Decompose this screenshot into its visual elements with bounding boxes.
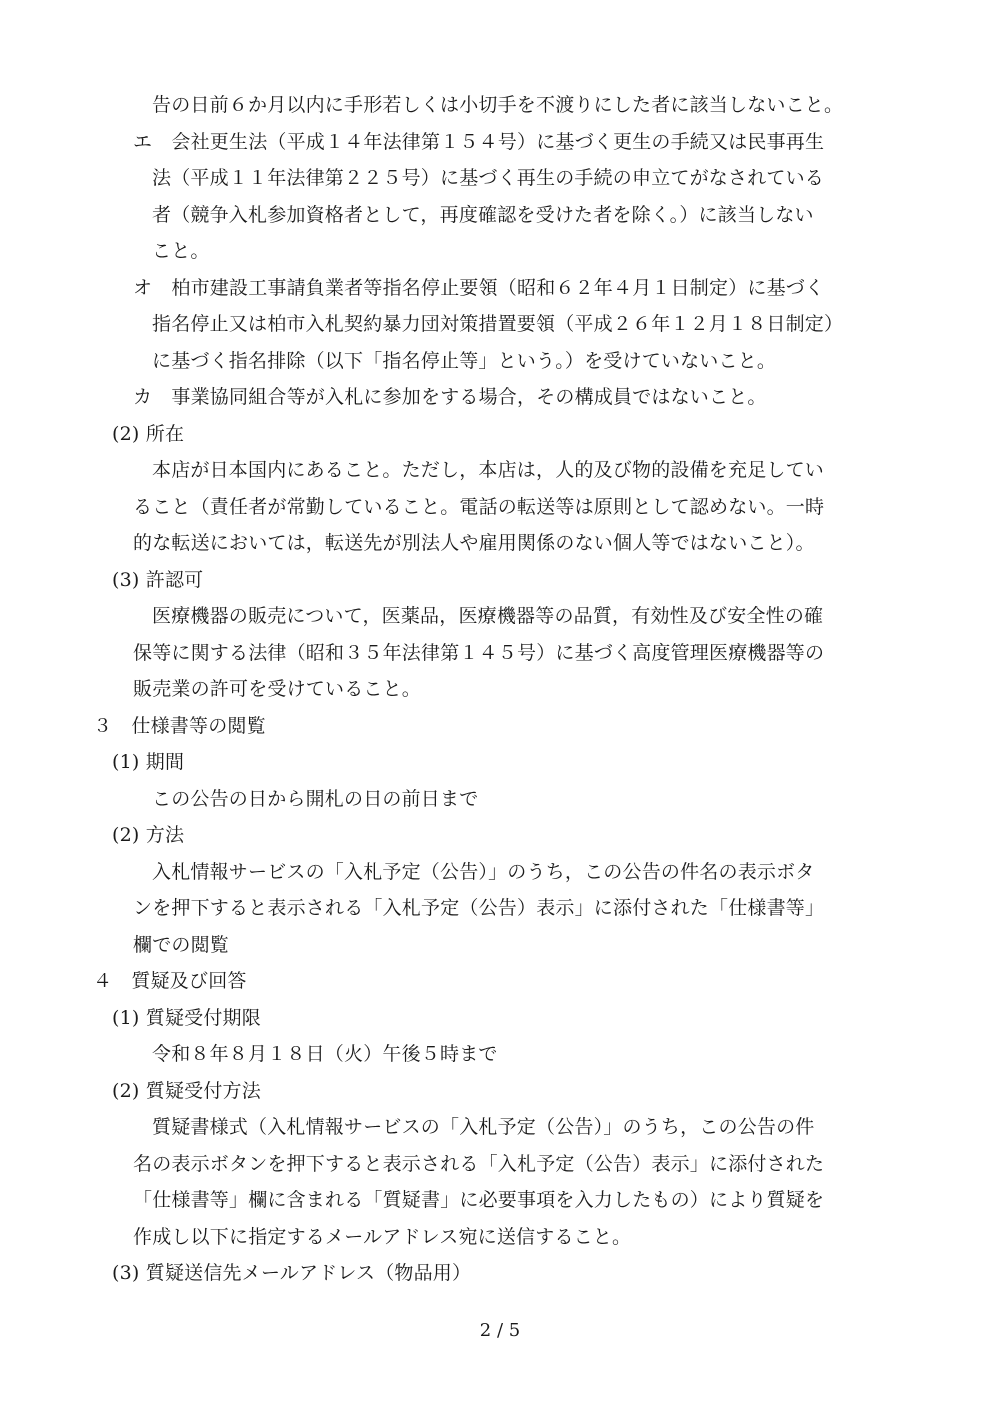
text-line: この公告の日から開札の日の前日まで (152, 788, 479, 810)
section-heading: (3) 質疑送信先メールアドレス（物品用） (112, 1262, 472, 1284)
text-line: 告の日前６か月以内に手形若しくは小切手を不渡りにした者に該当しないこと。 (152, 94, 844, 116)
text-line: 名の表示ボタンを押下すると表示される「入札予定（公告）表示」に添付された (133, 1153, 825, 1175)
text-line: カ 事業協同組合等が入札に参加をする場合，その構成員ではないこと。 (133, 386, 767, 408)
section-heading: (2) 所在 (112, 423, 185, 445)
text-line: 質疑書様式（入札情報サービスの「入札予定（公告）」のうち，この公告の件 (152, 1116, 815, 1138)
text-line: 本店が日本国内にあること。ただし，本店は，人的及び物的設備を充足してい (152, 459, 825, 481)
text-line: エ 会社更生法（平成１４年法律第１５４号）に基づく更生の手続又は民事再生 (133, 131, 825, 153)
section-heading: (2) 方法 (112, 824, 185, 846)
text-line: 入札情報サービスの「入札予定（公告）」のうち，この公告の件名の表示ボタ (152, 861, 815, 883)
text-line: 指名停止又は柏市入札契約暴力団対策措置要領（平成２６年１２月１８日制定） (152, 313, 844, 335)
text-line: 的な転送においては，転送先が別法人や雇用関係のない個人等ではないこと）。 (133, 532, 815, 554)
section-heading: ４ 質疑及び回答 (93, 970, 247, 992)
section-heading: ３ 仕様書等の閲覧 (93, 715, 266, 737)
section-heading: (2) 質疑受付方法 (112, 1080, 261, 1102)
section-heading: (1) 期間 (112, 751, 185, 773)
text-line: 医療機器の販売について，医薬品，医療機器等の品質，有効性及び安全性の確 (152, 605, 824, 627)
text-line: 者（競争入札参加資格者として，再度確認を受けた者を除く。）に該当しない (152, 204, 814, 226)
section-heading: (3) 許認可 (112, 569, 204, 591)
text-line: オ 柏市建設工事請負業者等指名停止要領（昭和６２年４月１日制定）に基づく (133, 277, 825, 299)
text-line: こと。 (152, 240, 210, 262)
text-line: 保等に関する法律（昭和３５年法律第１４５号）に基づく高度管理医療機器等の (133, 642, 825, 664)
text-line: ンを押下すると表示される「入札予定（公告）表示」に添付された「仕様書等」 (133, 897, 825, 919)
text-line: に基づく指名排除（以下「指名停止等」という。）を受けていないこと。 (152, 350, 777, 372)
text-line: 令和８年８月１８日（火）午後５時まで (152, 1043, 498, 1065)
page-number: 2 / 5 (479, 1320, 521, 1341)
text-line: 「仕様書等」欄に含まれる「質疑書」に必要事項を入力したもの）により質疑を (133, 1189, 825, 1211)
text-line: ること（責任者が常勤していること。電話の転送等は原則として認めない。一時 (133, 496, 825, 518)
text-line: 法（平成１１年法律第２２５号）に基づく再生の手続の申立てがなされている (152, 167, 825, 189)
section-heading: (1) 質疑受付期限 (112, 1007, 261, 1029)
text-line: 販売業の許可を受けていること。 (133, 678, 422, 700)
text-line: 作成し以下に指定するメールアドレス宛に送信すること。 (133, 1226, 632, 1248)
text-line: 欄での閲覧 (133, 934, 230, 956)
